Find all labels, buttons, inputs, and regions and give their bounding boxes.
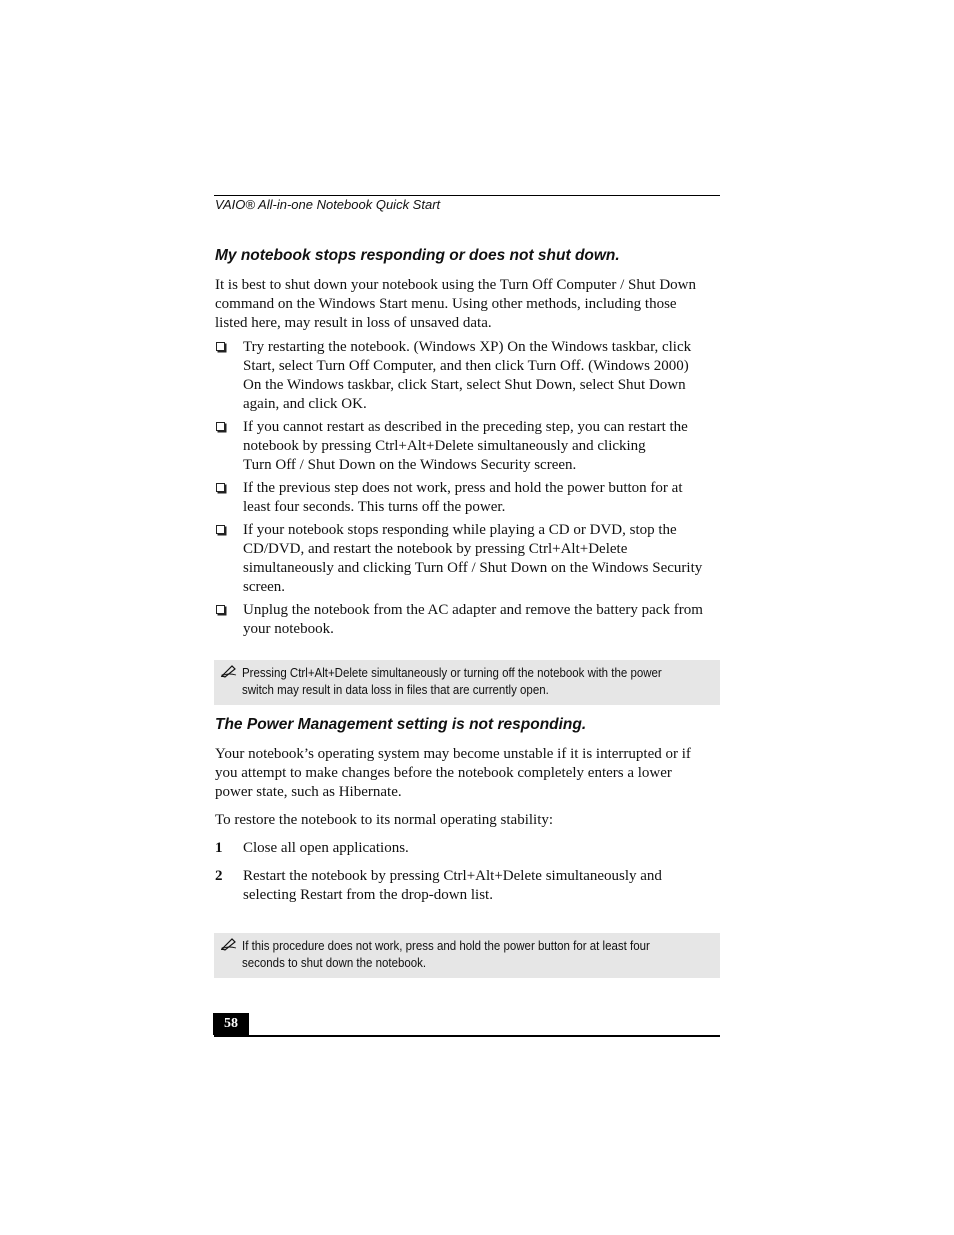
pencil-note-icon	[220, 937, 238, 951]
checkbox-bullet-icon	[216, 483, 225, 492]
pencil-note-icon	[220, 664, 238, 678]
text-line: It is best to shut down your notebook using the Turn Off Computer / Shut Down	[215, 277, 696, 293]
list-item: If the previous step does not work, press and hold the power button for at least four seconds. This turns off the power.	[215, 479, 721, 517]
page-number: 58	[213, 1013, 249, 1035]
note-text: If this procedure does not work, press and hold the power button for at least four seconds to shut down the notebook.	[242, 939, 650, 970]
note-box-data-loss	[214, 660, 720, 705]
list-item: If you cannot restart as described in the preceding step, you can restart the notebook by pressing Ctrl+Alt+Delete simultaneously and clicking Turn Off / Shut Down on the Windows Security screen.	[215, 418, 721, 475]
section-heading-shutdown: My notebook stops responding or does not shut down.	[215, 247, 620, 264]
troubleshooting-bullet-list	[215, 338, 721, 643]
checkbox-bullet-icon	[216, 605, 225, 614]
list-item: 2 Restart the notebook by pressing Ctrl+Alt+Delete simultaneously and selecting Restart from the drop-down list.	[215, 868, 662, 903]
list-item: Unplug the notebook from the AC adapter and remove the battery pack from your notebook.	[215, 601, 721, 639]
note-text: Pressing Ctrl+Alt+Delete simultaneously or turning off the notebook with the power switch may result in data loss in files that are currently open.	[242, 666, 662, 697]
list-item: If your notebook stops responding while playing a CD or DVD, stop the CD/DVD, and restart the notebook by pressing Ctrl+Alt+Delete simultaneously and clicking Turn Off / Shut Down on the Windows Security screen.	[215, 521, 721, 597]
restore-steps-list	[215, 839, 721, 905]
intro-paragraph-power	[215, 745, 721, 802]
header-rule	[214, 195, 720, 196]
list-item: 1 Close all open applications.	[215, 840, 409, 856]
lead-paragraph: To restore the notebook to its normal operating stability:	[215, 812, 554, 828]
step-number: 1	[215, 840, 223, 856]
note-box-power-button	[214, 933, 720, 978]
text-line: Your notebook’s operating system may become unstable if it is interrupted or if	[215, 746, 691, 762]
intro-paragraph-shutdown	[215, 276, 721, 333]
text-line: power state, such as Hibernate.	[215, 784, 402, 800]
footer-rule	[214, 1035, 720, 1037]
text-line: listed here, may result in loss of unsaved data.	[215, 315, 492, 331]
section-heading-power-management: The Power Management setting is not responding.	[215, 716, 587, 733]
step-number: 2	[215, 868, 223, 884]
running-header: VAIO® All-in-one Notebook Quick Start	[215, 197, 441, 212]
text-line: you attempt to make changes before the notebook completely enters a lower	[215, 765, 672, 781]
checkbox-bullet-icon	[216, 422, 225, 431]
checkbox-bullet-icon	[216, 342, 225, 351]
text-line: command on the Windows Start menu. Using other methods, including those	[215, 296, 677, 312]
checkbox-bullet-icon	[216, 525, 225, 534]
list-item: Try restarting the notebook. (Windows XP) On the Windows taskbar, click Start, select Turn Off Computer, and then click Turn Off. (Windows 2000) On the Windows taskbar, click Start, select Shut Down, select Shut Down again, and click OK.	[215, 338, 721, 414]
